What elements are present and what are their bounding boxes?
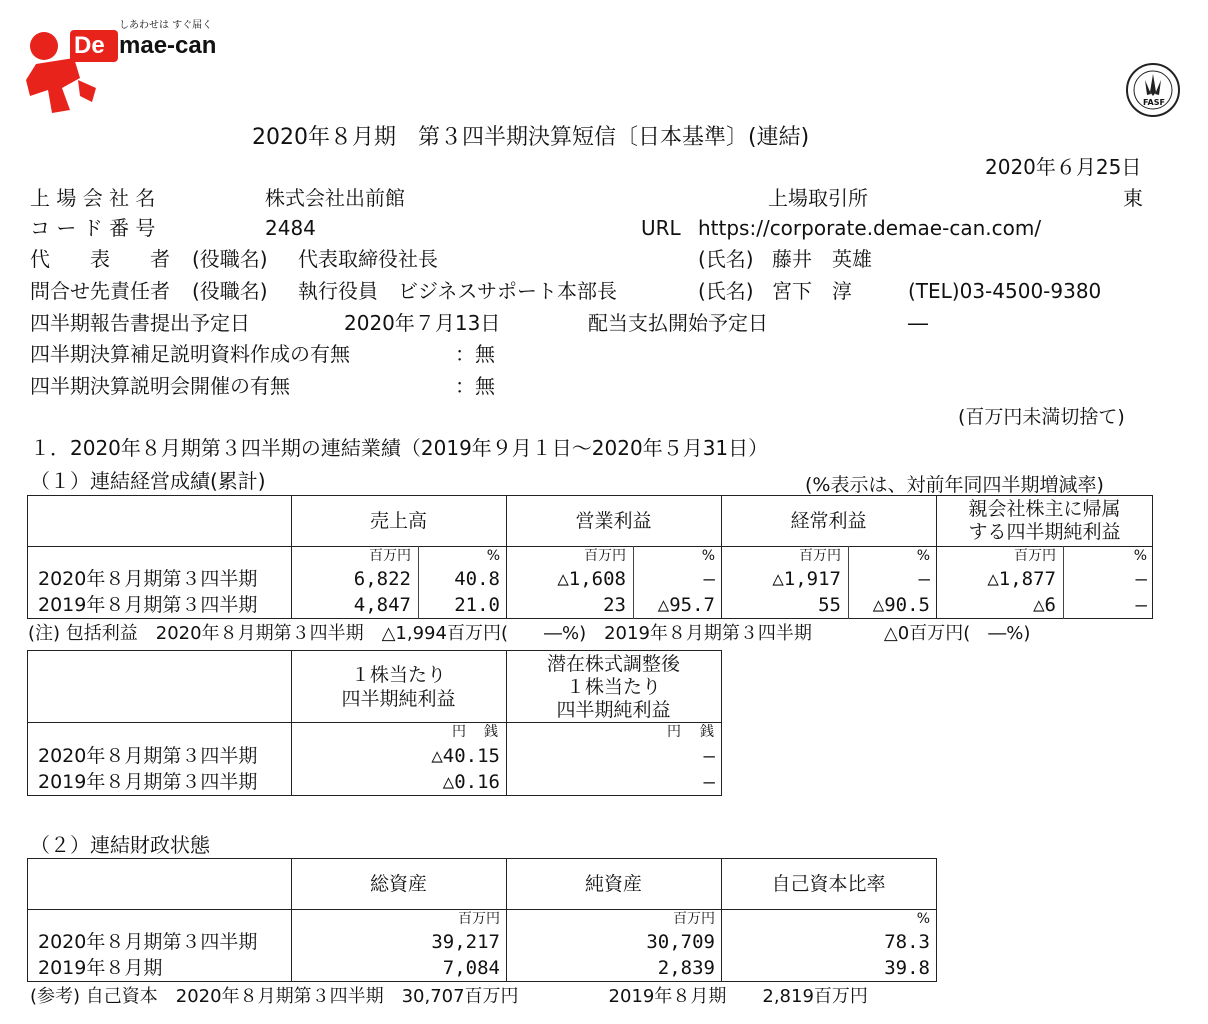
table-row-label: 2019年８月期第３四半期 — [38, 771, 258, 793]
table-row-label: 2020年８月期第３四半期 — [38, 568, 258, 590]
financial-position-subheading: （２）連結財政状態 — [30, 833, 210, 857]
contact-role-label: (役職名) — [192, 279, 268, 303]
logo-de-text: De — [74, 32, 105, 59]
logo-name-text: mae-can — [119, 32, 217, 59]
table-row-label: 2020年８月期第３四半期 — [38, 931, 258, 953]
dividend-label: 配当支払開始予定日 — [588, 311, 768, 335]
company-name: 株式会社出前館 — [265, 186, 405, 210]
company-logo — [22, 18, 232, 118]
ordinary-profit-pct: ― — [918, 568, 930, 590]
sales-value: 6,822 — [353, 568, 411, 590]
fasf-seal-icon — [1125, 62, 1181, 118]
unit-mm: 百万円 — [458, 911, 500, 927]
operating-profit-value: 23 — [603, 594, 626, 616]
table-row-label: 2019年８月期 — [38, 957, 163, 979]
total-assets-value: 39,217 — [431, 931, 500, 953]
eps-header-line1: １株当たり — [350, 664, 446, 686]
table-row-label: 2019年８月期第３四半期 — [38, 594, 258, 616]
unit-mm: 百万円 — [369, 548, 411, 564]
diluted-eps-value: ― — [703, 771, 715, 793]
contact-name-label: (氏名) — [698, 279, 754, 303]
url-link[interactable]: https://corporate.demae-can.com/ — [698, 216, 1042, 240]
operating-profit-pct: ― — [703, 568, 715, 590]
sales-pct: 40.8 — [454, 568, 500, 590]
ordinary-profit-value: △1,917 — [772, 568, 841, 590]
equity-reference-note: (参考) 自己資本 2020年８月期第３四半期 30,707百万円 2019年８月期 2,819百万円 — [30, 986, 868, 1007]
rep-label: 代 表 者 — [30, 247, 170, 271]
document-date: 2020年６月25日 — [985, 155, 1142, 179]
col-header-operating-profit: 営業利益 — [575, 510, 652, 532]
unit-mm: 百万円 — [584, 548, 626, 564]
col-header-net-assets: 純資産 — [584, 873, 642, 895]
briefing-label: 四半期決算説明会開催の有無 — [30, 374, 290, 398]
operating-profit-pct: △95.7 — [657, 594, 715, 616]
col-header-net-profit-line2: する四半期純利益 — [968, 521, 1121, 543]
total-assets-value: 7,084 — [442, 957, 500, 979]
company-name-label: 上 場 会 社 名 — [30, 186, 156, 210]
unit-pct: % — [1133, 548, 1147, 564]
results-subheading: （１）連結経営成績(累計) — [30, 469, 266, 493]
col-header-net-profit-line1: 親会社株主に帰属 — [968, 498, 1121, 520]
sales-value: 4,847 — [353, 594, 411, 616]
supplement-value: ：無 — [455, 342, 495, 366]
exchange-value: 東 — [1123, 186, 1143, 210]
operating-profit-value: △1,608 — [557, 568, 626, 590]
net-profit-pct: ― — [1135, 594, 1147, 616]
unit-mm: 百万円 — [673, 911, 715, 927]
exchange-label: 上場取引所 — [768, 186, 868, 210]
rep-role: 代表取締役社長 — [298, 247, 438, 271]
rounding-note: (百万円未満切捨て) — [958, 406, 1125, 428]
fasf-label: FASF — [1143, 98, 1165, 107]
report-date-label: 四半期報告書提出予定日 — [30, 311, 250, 335]
unit-pct: % — [916, 548, 930, 564]
code-value: 2484 — [265, 216, 316, 240]
contact-tel: (TEL)03-4500-9380 — [908, 279, 1102, 303]
net-assets-value: 2,839 — [657, 957, 715, 979]
col-header-equity-ratio: 自己資本比率 — [771, 873, 886, 895]
contact-role: 執行役員 ビジネスサポート本部長 — [298, 279, 617, 303]
equity-ratio-value: 78.3 — [884, 931, 930, 953]
briefing-value: ：無 — [455, 374, 495, 398]
report-date: 2020年７月13日 — [344, 311, 501, 335]
col-header-total-assets: 総資産 — [369, 873, 427, 895]
unit-pct: % — [916, 911, 930, 927]
contact-label: 問合せ先責任者 — [30, 279, 170, 303]
equity-ratio-value: 39.8 — [884, 957, 930, 979]
unit-sen: 銭 — [484, 724, 498, 740]
eps-value: △40.15 — [431, 745, 500, 767]
url-label: URL — [641, 216, 681, 240]
section1-heading: １．2020年８月期第３四半期の連結業績（2019年９月１日～2020年５月31日） — [30, 436, 769, 460]
col-header-sales: 売上高 — [369, 510, 427, 532]
rep-name-label: (氏名) — [698, 247, 754, 271]
contact-name: 宮下 淳 — [772, 279, 852, 303]
table-row-label: 2020年８月期第３四半期 — [38, 745, 258, 767]
net-profit-pct: ― — [1135, 568, 1147, 590]
unit-mm: 百万円 — [799, 548, 841, 564]
eps-value: △0.16 — [442, 771, 500, 793]
diluted-eps-header-line3: 四半期純利益 — [556, 699, 671, 721]
diluted-eps-header-line2: １株当たり — [565, 676, 661, 698]
fasf-mark — [1125, 62, 1181, 118]
diluted-eps-header-line1: 潜在株式調整後 — [546, 653, 680, 675]
dividend-date: ― — [908, 311, 928, 335]
code-label: コ ー ド 番 号 — [30, 216, 156, 240]
unit-yen: 円 — [452, 724, 466, 740]
unit-sen: 銭 — [700, 724, 714, 740]
rep-name: 藤井 英雄 — [772, 247, 872, 271]
supplement-label: 四半期決算補足説明資料作成の有無 — [30, 342, 350, 366]
col-header-ordinary-profit: 経常利益 — [790, 510, 867, 532]
rep-role-label: (役職名) — [192, 247, 268, 271]
logo-tagline: しあわせは すぐ届く — [119, 20, 213, 31]
comprehensive-income-note: (注) 包括利益 2020年８月期第３四半期 △1,994百万円( ―%) 2019年８月期第３四半期 △0百万円( ―%) — [28, 623, 1031, 644]
net-assets-value: 30,709 — [646, 931, 715, 953]
results-pct-note: (%表示は、対前年同四半期増減率) — [805, 474, 1104, 496]
ordinary-profit-value: 55 — [818, 594, 841, 616]
ordinary-profit-pct: △90.5 — [872, 594, 930, 616]
net-profit-value: △6 — [1033, 594, 1056, 616]
sales-pct: 21.0 — [454, 594, 500, 616]
eps-header-line2: 四半期純利益 — [341, 688, 456, 710]
document-title: 2020年８月期 第３四半期決算短信〔日本基準〕(連結) — [252, 125, 810, 150]
unit-pct: % — [701, 548, 715, 564]
net-profit-value: △1,877 — [987, 568, 1056, 590]
diluted-eps-value: ― — [703, 745, 715, 767]
unit-mm: 百万円 — [1014, 548, 1056, 564]
unit-pct: % — [486, 548, 500, 564]
unit-yen: 円 — [667, 724, 681, 740]
